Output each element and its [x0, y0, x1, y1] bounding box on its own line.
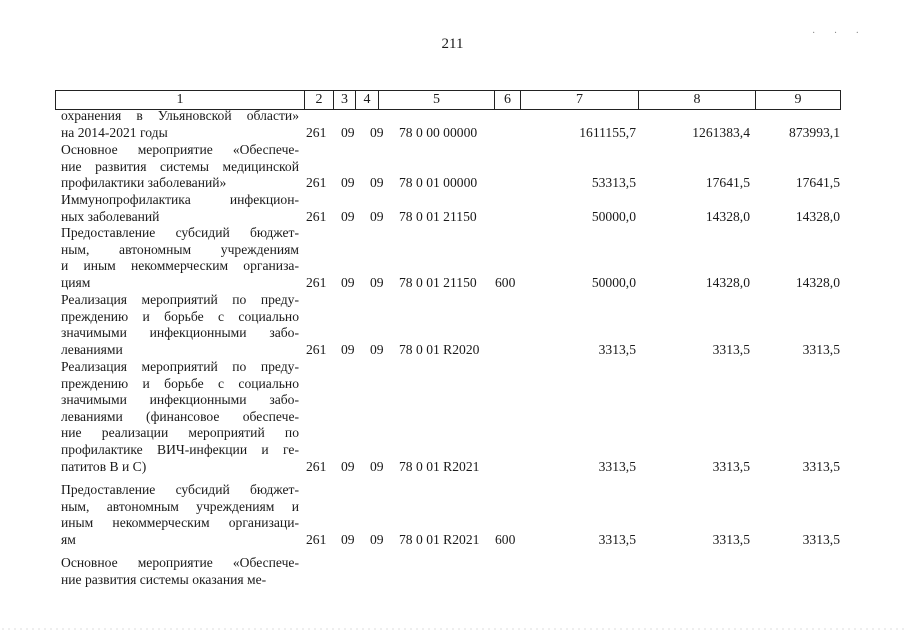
cell-c8: 14328,0 [705, 274, 750, 290]
header-col-9: 9 [794, 92, 802, 107]
cell-c2: 261 [306, 208, 327, 224]
cell-c7: 1611155,7 [579, 124, 636, 140]
cell-c4: 09 [370, 274, 384, 290]
cell-c4: 09 [370, 175, 384, 191]
cell-c7: 53313,5 [591, 175, 636, 191]
corner-marks: · · · [812, 28, 867, 39]
description-line: ние развития системы оказания ме- [61, 571, 267, 587]
cell-c5: 78 0 01 R2020 [399, 341, 480, 357]
description-line: леваниями [61, 341, 123, 357]
description-line: преждению и борьбе с социально [61, 308, 299, 324]
cell-c9: 3313,5 [802, 531, 840, 547]
table-header [55, 90, 841, 110]
cell-c3: 09 [341, 341, 355, 357]
scan-edge-dots [0, 628, 905, 630]
cell-c7: 3313,5 [598, 458, 636, 474]
header-col-5: 5 [379, 91, 495, 109]
cell-c4: 09 [370, 458, 384, 474]
cell-c8: 3313,5 [712, 531, 750, 547]
cell-c2: 261 [306, 458, 327, 474]
cell-c9: 14328,0 [795, 274, 840, 290]
cell-c3: 09 [341, 124, 355, 140]
description-line: преждению и борьбе с социально [61, 375, 299, 391]
header-col-6: 6 [495, 91, 521, 109]
cell-c2: 261 [306, 341, 327, 357]
cell-c9: 3313,5 [802, 458, 840, 474]
row-description [61, 359, 299, 475]
description-line: Реализация мероприятий по преду- [61, 292, 299, 307]
description-line: профилактике ВИЧ-инфекции и ге- [61, 441, 299, 457]
description-line: ных заболеваний [61, 208, 160, 224]
description-line: Реализация мероприятий по преду- [61, 359, 299, 374]
cell-c7: 3313,5 [598, 531, 636, 547]
description-line: ние развития системы медицинской [61, 158, 299, 174]
cell-c8: 17641,5 [705, 175, 750, 191]
description-line: значимыми инфекционными забо- [61, 325, 299, 341]
row-description [61, 225, 299, 291]
cell-c5: 78 0 01 R2021 [399, 458, 480, 474]
description-line: Основное мероприятие «Обеспече- [61, 555, 299, 570]
cell-c9: 873993,1 [789, 124, 840, 140]
row-description [61, 142, 299, 192]
page-number: 211 [441, 36, 464, 52]
cell-c7: 50000,0 [591, 208, 636, 224]
description-line: Основное мероприятие «Обеспече- [61, 142, 299, 157]
cell-c8: 3313,5 [712, 341, 750, 357]
cell-c2: 261 [306, 175, 327, 191]
cell-c9: 3313,5 [802, 341, 840, 357]
header-col-8: 8 [639, 91, 756, 109]
description-line: охранения в Ульяновской области» [61, 108, 299, 123]
cell-c5: 78 0 01 21150 [399, 274, 477, 290]
cell-c9: 17641,5 [795, 175, 840, 191]
description-line: Иммунопрофилактика инфекцион- [61, 192, 299, 207]
header-col-7: 7 [521, 91, 639, 109]
cell-c6: 600 [495, 274, 516, 290]
cell-c7: 3313,5 [598, 341, 636, 357]
cell-c8: 3313,5 [712, 458, 750, 474]
cell-c4: 09 [370, 531, 384, 547]
cell-c3: 09 [341, 458, 355, 474]
cell-c5: 78 0 01 R2021 [399, 531, 480, 547]
cell-c5: 78 0 01 21150 [399, 208, 477, 224]
row-description [61, 292, 299, 358]
header-col-1: 1 [56, 91, 305, 109]
description-line: Предоставление субсидий бюджет- [61, 225, 299, 240]
cell-c3: 09 [341, 274, 355, 290]
description-line: ным, автономным учреждениям и [61, 498, 299, 514]
cell-c2: 261 [306, 531, 327, 547]
header-col-2: 2 [305, 91, 334, 109]
cell-c4: 09 [370, 341, 384, 357]
cell-c6: 600 [495, 531, 516, 547]
description-line: ным, автономным учреждениям [61, 241, 299, 257]
cell-c3: 09 [341, 531, 355, 547]
description-line: патитов В и С) [61, 458, 147, 474]
description-line: значимыми инфекционными забо- [61, 392, 299, 408]
row-description [61, 192, 299, 225]
description-line: ям [61, 531, 76, 547]
description-line: профилактики заболеваний» [61, 175, 227, 191]
cell-c3: 09 [341, 175, 355, 191]
header-col-3: 3 [334, 91, 356, 109]
description-line: Предоставление субсидий бюджет- [61, 482, 299, 497]
row-description [61, 555, 299, 588]
cell-c3: 09 [341, 208, 355, 224]
description-line: иным некоммерческим организаци- [61, 515, 299, 531]
description-line: и иным некоммерческим организа- [61, 258, 299, 274]
cell-c8: 14328,0 [705, 208, 750, 224]
cell-c4: 09 [370, 208, 384, 224]
cell-c5: 78 0 01 00000 [399, 175, 478, 191]
row-description [61, 482, 299, 548]
cell-c4: 09 [370, 124, 384, 140]
cell-c9: 14328,0 [795, 208, 840, 224]
description-line: циям [61, 274, 91, 290]
header-col-4: 4 [356, 91, 379, 109]
cell-c5: 78 0 00 00000 [399, 124, 478, 140]
description-line: леваниями (финансовое обеспече- [61, 408, 299, 424]
cell-c2: 261 [306, 124, 327, 140]
row-description [61, 108, 299, 141]
cell-c2: 261 [306, 274, 327, 290]
cell-c8: 1261383,4 [692, 124, 750, 140]
cell-c7: 50000,0 [591, 274, 636, 290]
description-line: ние реализации мероприятий по [61, 425, 299, 441]
description-line: на 2014-2021 годы [61, 124, 168, 140]
